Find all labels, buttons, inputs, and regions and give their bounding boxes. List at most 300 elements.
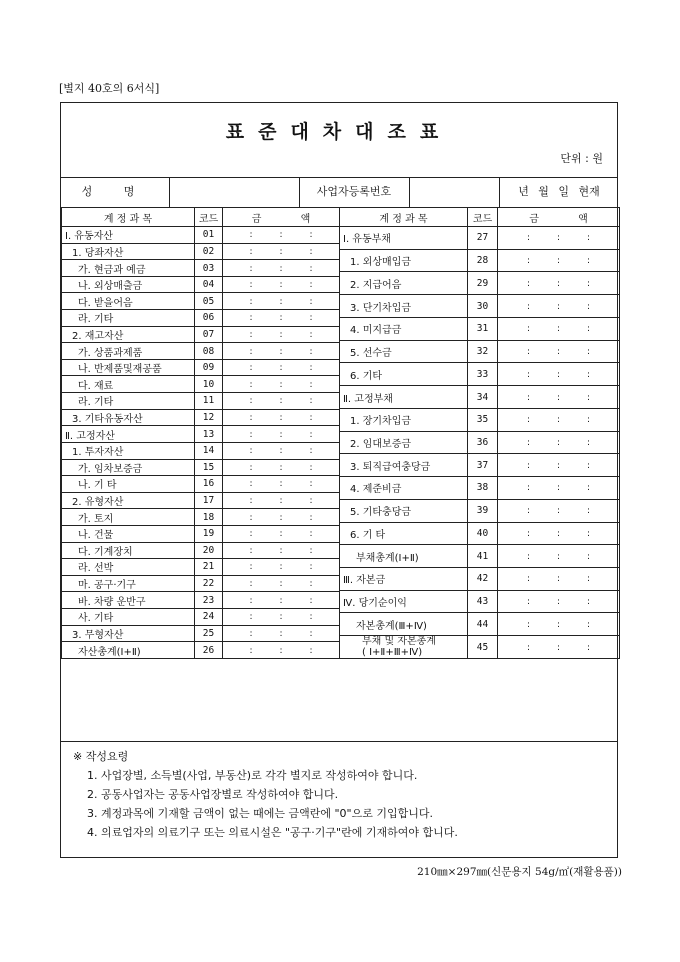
account-label: 3. 무형자산: [72, 629, 124, 641]
digit-separator: :: [249, 612, 253, 623]
digit-separator: :: [249, 413, 253, 423]
amount-header: 금 액: [498, 208, 620, 227]
digit-separator: :: [279, 363, 283, 374]
account-label: 라. 선박: [78, 563, 114, 575]
digit-separator: :: [526, 324, 531, 335]
assets-row: [62, 559, 340, 576]
account-name: [62, 409, 195, 426]
account-name: [340, 249, 468, 272]
assets-row: [62, 525, 340, 542]
liabilities-row: [340, 522, 620, 545]
digit-separator: :: [526, 278, 531, 289]
account-label: 가. 현금과 예금: [78, 264, 146, 276]
amount-field[interactable]: [223, 592, 340, 609]
assets-row: [62, 326, 340, 343]
account-name: [62, 227, 195, 244]
assets-table: [61, 207, 340, 659]
unit-label: 단위 : 원: [560, 152, 603, 165]
assets-row: [62, 409, 340, 426]
amount-field[interactable]: [223, 227, 340, 244]
digit-separator: :: [279, 296, 283, 307]
amount-field[interactable]: [498, 636, 620, 659]
account-name: [340, 363, 468, 386]
assets-row: [62, 459, 340, 476]
account-code: 07: [195, 326, 223, 343]
account-code: 13: [195, 426, 223, 443]
liabilities-row: [340, 454, 620, 477]
digit-separator: :: [249, 263, 253, 274]
digit-separator: :: [249, 595, 253, 606]
liabilities-row: [340, 545, 620, 568]
digit-separator: :: [556, 324, 561, 335]
info-row: [61, 177, 617, 207]
digit-separator: :: [586, 460, 591, 471]
digit-separator: :: [586, 392, 591, 403]
assets-row: [62, 310, 340, 327]
account-label: 마. 공구·기구: [78, 580, 136, 592]
account-code: 24: [195, 609, 223, 626]
account-label: 2. 지급어음: [350, 279, 402, 291]
digit-separator: :: [249, 512, 253, 523]
digit-separator: :: [309, 246, 313, 257]
account-label: 1. 외상매입금: [350, 257, 412, 269]
account-code: 11: [195, 393, 223, 410]
instruction-line: 1. 사업장별, 소득별(사업, 부동산)로 각각 별지로 작성하여야 합니다.: [87, 769, 418, 782]
account-label: 나. 외상매출금: [78, 281, 143, 293]
liabilities-row: [340, 386, 620, 409]
liabilities-row: [340, 317, 620, 340]
account-code: 45: [468, 636, 498, 659]
digit-separator: :: [586, 642, 591, 653]
amount-field[interactable]: [498, 363, 620, 386]
digit-separator: :: [249, 313, 253, 324]
account-name: [62, 326, 195, 343]
digit-separator: :: [556, 347, 561, 358]
account-name: [62, 525, 195, 542]
digit-separator: :: [526, 597, 531, 608]
liabilities-header-row: [340, 208, 620, 227]
digit-separator: :: [526, 369, 531, 380]
amount-field[interactable]: [498, 408, 620, 431]
assets-row: [62, 442, 340, 459]
assets-row: [62, 227, 340, 244]
digit-separator: :: [309, 496, 313, 507]
digit-separator: :: [279, 628, 283, 639]
assets-row: [62, 476, 340, 493]
account-code: 04: [195, 276, 223, 293]
digit-separator: :: [279, 479, 283, 490]
amount-field[interactable]: [223, 559, 340, 576]
digit-separator: :: [586, 597, 591, 608]
account-name: [62, 459, 195, 476]
digit-separator: :: [309, 230, 313, 241]
account-code: 06: [195, 310, 223, 327]
assets-row: [62, 393, 340, 410]
digit-separator: :: [309, 296, 313, 307]
digit-separator: :: [249, 230, 253, 241]
account-code: 18: [195, 509, 223, 526]
digit-separator: :: [309, 396, 313, 407]
digit-separator: :: [309, 612, 313, 623]
assets-row: [62, 575, 340, 592]
digit-separator: :: [586, 278, 591, 289]
bizno-field[interactable]: [410, 177, 498, 207]
account-name: [62, 243, 195, 260]
account-label: 2. 재고자산: [72, 330, 124, 342]
account-name: [340, 499, 468, 522]
amount-field[interactable]: [223, 609, 340, 626]
amount-field[interactable]: [223, 293, 340, 310]
assets-row: [62, 426, 340, 443]
account-label: 나. 반제품및재공품: [78, 364, 162, 376]
account-code: 44: [468, 613, 498, 636]
amount-field[interactable]: [498, 454, 620, 477]
digit-separator: :: [249, 363, 253, 374]
amount-field[interactable]: [223, 310, 340, 327]
account-code: 37: [468, 454, 498, 477]
account-label: 1. 당좌자산: [72, 247, 124, 259]
digit-separator: :: [249, 529, 253, 540]
account-code: 05: [195, 293, 223, 310]
account-code: 39: [468, 499, 498, 522]
digit-separator: :: [279, 230, 283, 241]
account-name: [340, 227, 468, 250]
account-code: 14: [195, 442, 223, 459]
digit-separator: :: [249, 280, 253, 291]
digit-separator: :: [586, 483, 591, 494]
digit-separator: :: [526, 347, 531, 358]
amount-field[interactable]: [498, 295, 620, 318]
account-label: 라. 기타: [78, 397, 114, 409]
digit-separator: :: [556, 597, 561, 608]
digit-separator: :: [249, 429, 253, 440]
account-label: 부채총계(Ⅰ+Ⅱ): [356, 552, 419, 564]
account-name: [62, 509, 195, 526]
amount-header: 금 액: [223, 208, 340, 227]
account-name: [62, 542, 195, 559]
digit-separator: :: [249, 296, 253, 307]
digit-separator: :: [586, 369, 591, 380]
assets-row: [62, 359, 340, 376]
assets-row: [62, 492, 340, 509]
account-name: [62, 393, 195, 410]
account-code: 10: [195, 376, 223, 393]
code-header: 코드: [195, 208, 223, 227]
digit-separator: :: [309, 429, 313, 440]
account-label: 자본총계(Ⅲ+Ⅳ): [356, 620, 427, 632]
liabilities-row: [340, 227, 620, 250]
account-label: 다. 재료: [78, 380, 114, 392]
digit-separator: :: [279, 545, 283, 556]
account-name: [62, 575, 195, 592]
digit-separator: :: [279, 413, 283, 423]
digit-separator: :: [586, 574, 591, 585]
amount-field[interactable]: [223, 326, 340, 343]
account-label: 부채 및 자본총계: [362, 636, 436, 648]
amount-field[interactable]: [498, 227, 620, 250]
digit-separator: :: [556, 460, 561, 471]
account-code: 19: [195, 525, 223, 542]
digit-separator: :: [279, 429, 283, 440]
instructions-heading: ※ 작성요령: [73, 750, 129, 763]
account-name: [340, 386, 468, 409]
account-label: 자산총계(Ⅰ+Ⅱ): [78, 646, 141, 658]
account-name: [62, 310, 195, 327]
liabilities-row: [340, 590, 620, 613]
account-label: 3. 단기차입금: [350, 302, 412, 314]
digit-separator: :: [279, 396, 283, 407]
balance-sheet-form: [60, 102, 618, 858]
account-code: 15: [195, 459, 223, 476]
digit-separator: :: [586, 528, 591, 539]
account-name: [62, 293, 195, 310]
assets-row: [62, 542, 340, 559]
account-label: 다. 기계장치: [78, 546, 133, 558]
digit-separator: :: [309, 462, 313, 473]
item-header: 계 정 과 목: [340, 208, 468, 227]
digit-separator: :: [556, 551, 561, 562]
account-label: 나. 건물: [78, 530, 114, 542]
account-code: 32: [468, 340, 498, 363]
account-code: 25: [195, 625, 223, 642]
name-field[interactable]: [170, 177, 298, 207]
account-code: 42: [468, 568, 498, 591]
account-label: Ⅱ. 고정부채: [343, 393, 393, 405]
amount-field[interactable]: [223, 359, 340, 376]
digit-separator: :: [309, 263, 313, 274]
amount-field[interactable]: [498, 477, 620, 500]
digit-separator: :: [556, 506, 561, 517]
account-code: 40: [468, 522, 498, 545]
digit-separator: :: [586, 324, 591, 335]
liabilities-row: [340, 363, 620, 386]
liabilities-row: [340, 249, 620, 272]
account-name: [340, 431, 468, 454]
account-name: [62, 343, 195, 360]
digit-separator: :: [556, 301, 561, 312]
digit-separator: :: [249, 246, 253, 257]
account-label: Ⅱ. 고정자산: [65, 430, 115, 442]
digit-separator: :: [279, 263, 283, 274]
digit-separator: :: [309, 545, 313, 556]
amount-field[interactable]: [223, 343, 340, 360]
digit-separator: :: [309, 363, 313, 374]
liabilities-table: [339, 207, 620, 659]
amount-field[interactable]: [223, 376, 340, 393]
digit-separator: :: [249, 379, 253, 390]
digit-separator: :: [309, 446, 313, 457]
digit-separator: :: [309, 379, 313, 390]
digit-separator: :: [279, 496, 283, 507]
paper-spec: 210㎜×297㎜(신문용지 54g/㎡(재활용품)): [417, 866, 622, 878]
account-name: [340, 613, 468, 636]
digit-separator: :: [279, 595, 283, 606]
liabilities-row: [340, 613, 620, 636]
digit-separator: :: [556, 483, 561, 494]
digit-separator: :: [309, 628, 313, 639]
digit-separator: :: [309, 579, 313, 590]
account-name: [62, 559, 195, 576]
account-name: [62, 609, 195, 626]
amount-field[interactable]: [498, 340, 620, 363]
account-name: [62, 376, 195, 393]
digit-separator: :: [556, 415, 561, 426]
digit-separator: :: [249, 496, 253, 507]
amount-field[interactable]: [223, 476, 340, 493]
account-name: [340, 295, 468, 318]
digit-separator: :: [249, 479, 253, 490]
account-label: 라. 기타: [78, 314, 114, 326]
digit-separator: :: [249, 645, 253, 656]
account-label: Ⅳ. 당기순이익: [343, 598, 407, 610]
digit-separator: :: [556, 392, 561, 403]
liabilities-row: [340, 295, 620, 318]
digit-separator: :: [279, 246, 283, 257]
amount-field[interactable]: [498, 613, 620, 636]
account-code: 30: [468, 295, 498, 318]
amount-field[interactable]: [498, 249, 620, 272]
digit-separator: :: [279, 645, 283, 656]
digit-separator: :: [586, 233, 591, 244]
digit-separator: :: [249, 329, 253, 340]
liabilities-row: [340, 477, 620, 500]
digit-separator: :: [309, 329, 313, 340]
digit-separator: :: [279, 512, 283, 523]
digit-separator: :: [526, 437, 531, 448]
amount-field[interactable]: [498, 522, 620, 545]
digit-separator: :: [556, 642, 561, 653]
amount-field[interactable]: [498, 499, 620, 522]
amount-field[interactable]: [223, 426, 340, 443]
digit-separator: :: [309, 313, 313, 324]
amount-field[interactable]: [498, 568, 620, 591]
account-code: 41: [468, 545, 498, 568]
account-name: [62, 492, 195, 509]
amount-field[interactable]: [223, 442, 340, 459]
digit-separator: :: [586, 347, 591, 358]
amount-field[interactable]: [498, 386, 620, 409]
digit-separator: :: [309, 562, 313, 573]
digit-separator: :: [309, 346, 313, 357]
account-label: 가. 상품과제품: [78, 347, 143, 359]
digit-separator: :: [279, 529, 283, 540]
digit-separator: :: [556, 528, 561, 539]
account-name: [340, 408, 468, 431]
amount-field[interactable]: [223, 459, 340, 476]
digit-separator: :: [249, 462, 253, 473]
account-code: 28: [468, 249, 498, 272]
account-code: 17: [195, 492, 223, 509]
digit-separator: :: [526, 506, 531, 517]
digit-separator: :: [556, 437, 561, 448]
account-name: [62, 476, 195, 493]
account-code: 26: [195, 642, 223, 659]
date-label: 년 월 일 현재: [518, 185, 600, 198]
digit-separator: :: [309, 645, 313, 656]
amount-field[interactable]: [223, 409, 340, 426]
liabilities-row: [340, 431, 620, 454]
amount-field[interactable]: [223, 642, 340, 659]
account-code: 38: [468, 477, 498, 500]
digit-separator: :: [526, 642, 531, 653]
account-name: [340, 568, 468, 591]
form-title: 표준대차대조표: [225, 121, 453, 143]
assets-row: [62, 642, 340, 659]
amount-field[interactable]: [223, 276, 340, 293]
amount-field[interactable]: [223, 525, 340, 542]
name-label: 성 명: [81, 185, 149, 198]
digit-separator: :: [586, 256, 591, 267]
digit-separator: :: [309, 280, 313, 291]
amount-field[interactable]: [223, 243, 340, 260]
amount-field[interactable]: [223, 575, 340, 592]
digit-separator: :: [526, 551, 531, 562]
account-label: 가. 임차보증금: [78, 463, 143, 475]
digit-separator: :: [249, 545, 253, 556]
amount-field[interactable]: [223, 393, 340, 410]
account-code: 34: [468, 386, 498, 409]
account-code: 33: [468, 363, 498, 386]
account-code: 16: [195, 476, 223, 493]
amount-field[interactable]: [498, 545, 620, 568]
account-name: [62, 260, 195, 277]
item-header: 계 정 과 목: [62, 208, 195, 227]
liabilities-row: [340, 272, 620, 295]
account-label: 5. 선수금: [350, 348, 392, 360]
digit-separator: :: [279, 379, 283, 390]
account-code: 12: [195, 409, 223, 426]
digit-separator: :: [249, 628, 253, 639]
account-name: [62, 276, 195, 293]
account-label: 6. 기타: [350, 370, 383, 382]
amount-field[interactable]: [498, 431, 620, 454]
amount-field[interactable]: [498, 317, 620, 340]
account-name: [62, 642, 195, 659]
digit-separator: :: [249, 446, 253, 457]
digit-separator: :: [279, 462, 283, 473]
amount-field[interactable]: [223, 509, 340, 526]
instruction-line: 3. 계정과목에 기재할 금액이 없는 때에는 금액란에 "0"으로 기입합니다.: [87, 807, 433, 820]
account-code: 36: [468, 431, 498, 454]
digit-separator: :: [309, 512, 313, 523]
amount-field[interactable]: [498, 590, 620, 613]
form-reference: [별지 40호의 6서식]: [59, 82, 160, 95]
digit-separator: :: [586, 301, 591, 312]
digit-separator: :: [526, 233, 531, 244]
amount-field[interactable]: [498, 272, 620, 295]
digit-separator: :: [279, 346, 283, 357]
liabilities-row: [340, 636, 620, 659]
liabilities-row: [340, 408, 620, 431]
assets-header-row: [62, 208, 340, 227]
account-name: [340, 340, 468, 363]
account-code: 22: [195, 575, 223, 592]
assets-row: [62, 293, 340, 310]
account-code: 01: [195, 227, 223, 244]
amount-field[interactable]: [223, 492, 340, 509]
amount-field[interactable]: [223, 260, 340, 277]
digit-separator: :: [556, 278, 561, 289]
account-name: [62, 426, 195, 443]
account-label: 사. 기타: [78, 613, 114, 625]
amount-field[interactable]: [223, 542, 340, 559]
account-label: 4. 제준비금: [350, 484, 402, 496]
account-name: [340, 545, 468, 568]
assets-row: [62, 260, 340, 277]
amount-field[interactable]: [223, 625, 340, 642]
account-label: 바. 차량 운반구: [78, 596, 146, 608]
digit-separator: :: [279, 313, 283, 324]
